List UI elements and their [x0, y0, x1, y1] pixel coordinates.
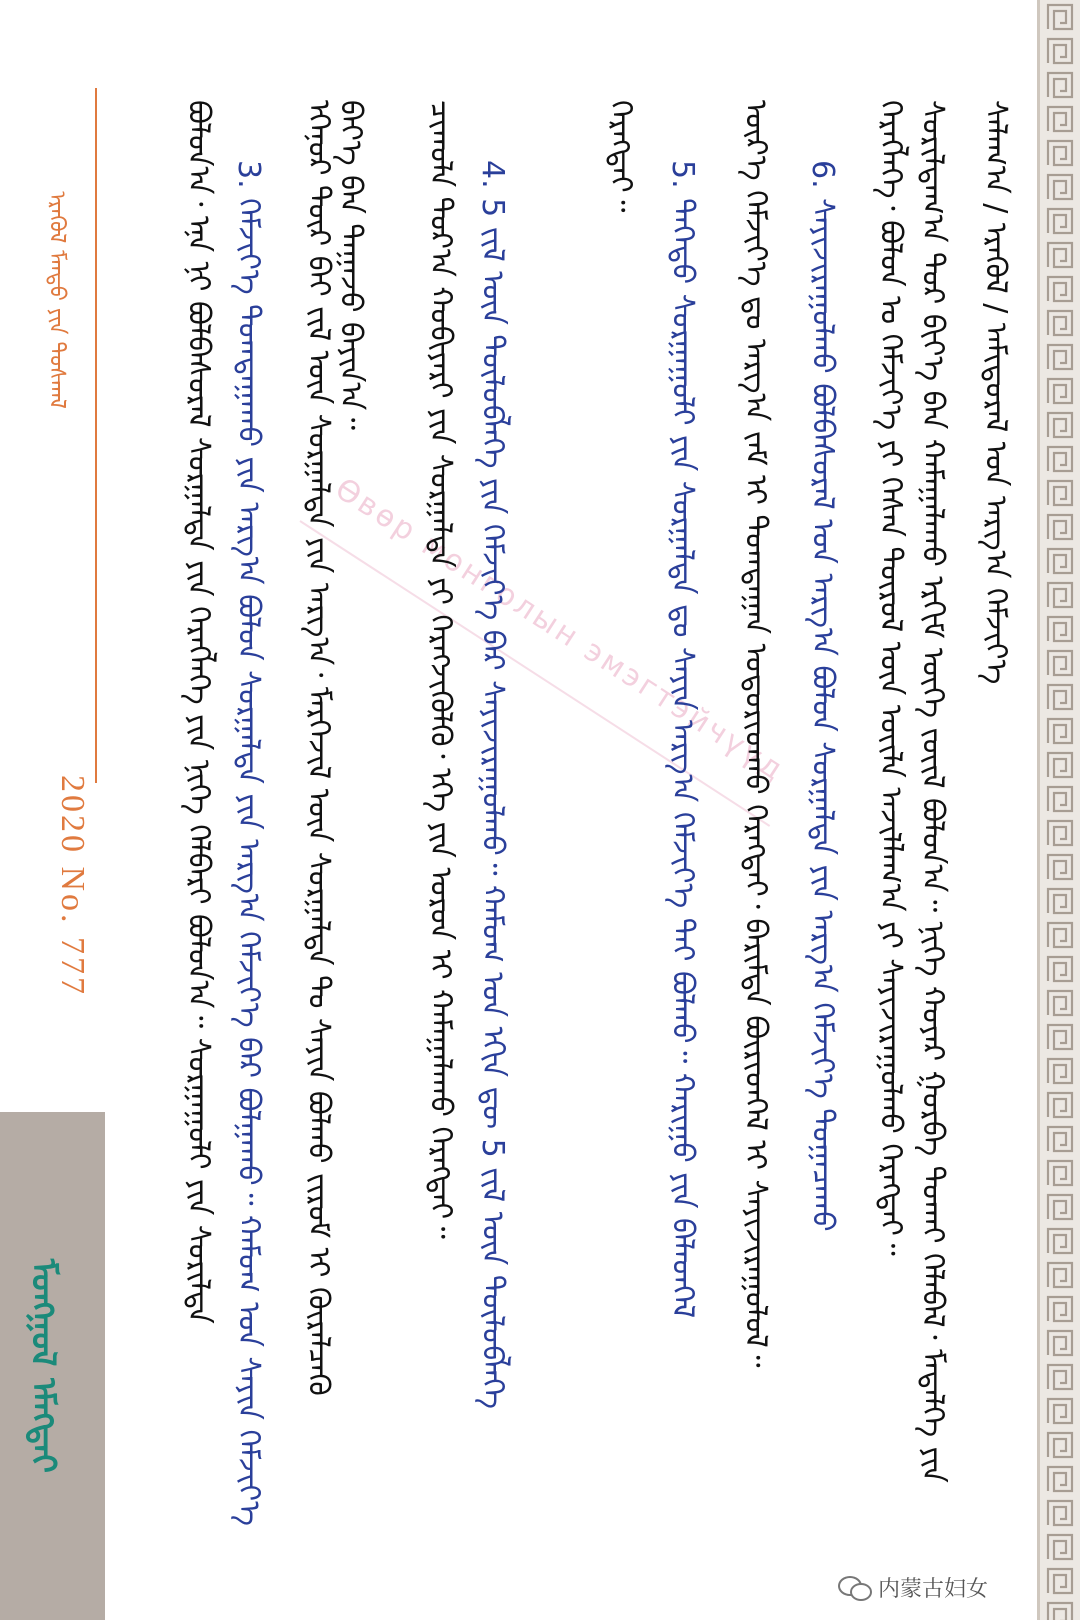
text-column: ᠬᠡᠷᠡᠭᠯᠡᠭᠡ᠂ ᠪᠣᠯᠤᠨ ᠤ ᠬᠡᠮᠵᠢᠶ᠎ᠡ ᠶᠢ ᠭᠡᠰᠡᠨ ᠲᠥᠷᠥᠯ ᠦᠨ ᠦᠢᠯᠡ ᠠᠵᠢᠯᠯᠠᠭ᠎ᠠ ᠶᠢ ᠰᠠᠶᠢᠵᠢᠷᠠᠭᠤᠯᠬᠤ ᠬᠡᠷᠡᠭᠲᠡᠢ᠃ — [873, 100, 908, 1256]
credit-text: 内蒙古妇女 — [878, 1577, 989, 1602]
wechat-icon — [838, 1576, 872, 1600]
text-column: 3. ᠬᠡᠮᠵᠢᠶ᠎ᠡ ᠲᠣᠭᠲᠠᠭᠠᠬᠤ ᠶᠢᠨ ᠠᠷᠭ᠎ᠠ ᠪᠣᠯᠤᠨ ᠰᠤᠷᠭᠠᠯᠳᠠ ᠶᠢᠨ ᠠᠷᠭ᠎ᠠ ᠬᠡᠮᠵᠢᠶ᠎ᠡ ᠪᠡᠷ ᠪᠣᠯᠭᠠᠬᠤ᠃ ᠬᠠᠮᠤᠭ ᠤᠨ ᠰᠠᠶᠢᠨ ᠬᠡᠮᠵᠢᠶ᠎ᠡ — [231, 160, 266, 1526]
text-column: 4. 5 ᠵᠢᠯ ᠦᠨ ᠲᠥᠯᠥᠪᠯᠡᠭᠡ ᠶᠢᠨ ᠬᠡᠮᠵᠢᠶ᠎ᠡ ᠪᠡᠷ ᠰᠠᠶᠢᠵᠢᠷᠠᠭᠤᠯᠬᠤ᠃ ᠬᠠᠮᠤᠭ ᠤᠨ ᠡᠬᠢᠨ ᠳᠦ 5 ᠵᠢᠯ ᠦᠨ ᠲᠥᠯᠥᠪᠯᠡᠭᠡ — [475, 160, 510, 1409]
text-column: 6. ᠰᠠᠶᠢᠵᠢᠷᠠᠭᠤᠯᠬᠤ ᠪᠣᠯᠪᠠᠰᠤᠷᠠᠯ ᠤᠨ ᠠᠷᠭ᠎ᠠ ᠪᠣᠯᠤᠨ ᠰᠤᠷᠭᠠᠯᠳᠠ ᠶᠢᠨ ᠠᠷᠭ᠎ᠠ ᠬᠡᠮᠵᠢᠶ᠎ᠡ ᠲᠣᠭᠠᠴᠠᠬᠤ — [805, 160, 840, 1232]
issue-number: 2020 No. 777 — [54, 774, 91, 998]
text-column: ᠰᠠᠯᠠᠭ᠎ᠠ / ᠡᠷᠡᠭᠦᠯ / ᠠᠮᠢᠳᠤᠷᠠᠯ ᠤᠨ ᠠᠷᠭ᠎ᠠ ᠬᠡᠮᠵᠢᠶ᠎ᠡ — [978, 100, 1013, 685]
text-column: ᠬᠡᠷᠡᠭᠲᠡᠢ᠃ — [603, 100, 638, 213]
magazine-name: ᠮᠣᠩᠭᠣᠯ ᠡᠮᠡᠭᠲᠡᠢ — [23, 1258, 63, 1474]
section-title: ᠡᠷᠡᠭᠦᠯ ᠮᠡᠨᠳᠦ ᠶᠢᠨ ᠲᠤᠰᠬᠠᠯ — [44, 191, 69, 409]
text-column: ᠡᠬᠡᠨᠦᠷ ᠲᠦᠷ ᠪᠠᠢ ᠵᠢᠯ ᠦᠨ ᠰᠤᠷᠭᠠᠯᠳᠠ ᠶᠢᠨ ᠠᠷᠭ᠎ᠠ᠂ ᠮᠡᠷᠭᠡᠵᠢᠯ ᠦᠨ ᠰᠤᠷᠭᠠᠯᠳᠠ ᠲᠤ ᠰᠠᠶᠢᠨ ᠪᠣᠯᠬᠤ ᠵᠢᠷᠤᠮ ᠢ ᠬᠦᠷᠡᠯᠴᠡᠬᠦ — [301, 100, 336, 1396]
text-column: ᠪᠡᠶ᠎ᠡ ᠪᠡᠨ ᠳᠠᠭᠠᠵᠤ ᠪᠠᠶᠢᠨ᠎ᠠ᠃ — [333, 100, 368, 431]
header-rule — [95, 88, 97, 783]
text-column: ᠴᠢᠬᠤᠯᠠ ᠳᠤᠷ᠎ᠠ ᠬᠤᠪᠢᠶᠠᠷᠢ ᠶᠢᠨ ᠰᠤᠷᠭᠠᠯᠳᠠ ᠶᠢ ᠬᠡᠷᠡᠭᠵᠢᠭᠦᠯᠬᠦ᠂ ᠡᠬᠡ ᠶᠢᠨ ᠣᠷᠣᠨ ᠢ ᠬᠠᠮᠠᠭᠠᠯᠠᠬᠤ ᠬᠡᠷᠡᠭᠲᠡᠢ᠃ — [423, 100, 458, 1239]
text-column: ᠦᠷ᠎ᠡ ᠬᠡᠮᠵᠢᠶ᠎ᠡ ᠳᠤ ᠠᠷᠭ᠎ᠠ ᠵᠠᠮ ᠢ ᠲᠣᠭᠲᠠᠭᠠᠨ ᠤᠳᠤᠷᠢᠳᠬᠤ ᠬᠡᠷᠡᠭᠲᠡᠢ᠂ ᠪᠠᠷᠢᠮᠲᠠ ᠪᠦᠷᠢᠳᠬᠡᠯ ᠢ ᠰᠠᠶᠢᠵᠢᠷᠠᠭᠤᠯᠤᠯ᠃ — [738, 100, 773, 1368]
wechat-credit[interactable] — [838, 1572, 988, 1603]
meander-border — [1037, 0, 1080, 1620]
text-column: 5. ᠳᠡᠭᠡᠳᠦ ᠰᠤᠷᠭᠠᠭᠤᠯᠢ ᠶᠢᠨ ᠰᠤᠷᠭᠠᠯᠳᠠ ᠳᠤ ᠰᠠᠶᠢᠨ ᠠᠷᠭ᠎ᠠ ᠬᠡᠮᠵᠢᠶ᠎ᠡ ᠲᠡᠢ ᠪᠣᠯᠬᠤ᠃ ᠬᠠᠷᠢᠭᠤ ᠶᠢᠨ ᠪᠡᠯᠡᠳᠬᠡᠯ — [665, 160, 700, 1319]
text-column: ᠰᠣᠷᠢᠯᠳᠠᠭ᠎ᠠ ᠳᠤᠷ ᠪᠢᠶ᠎ᠡ ᠪᠡᠨ ᠬᠠᠮᠠᠭᠠᠯᠠᠬᠤ ᠡᠷᠬᠢᠮ ᠦᠭᠡ ᠵᠦᠢᠯ ᠪᠣᠯᠤᠨ᠎ᠠ᠃ ᠨᠢᠭᠡ ᠬᠣᠶᠠᠷ ᠭᠤᠷᠪᠠ ᠲᠤᠬᠠᠢ ᠬᠡᠯᠡᠪᠡᠯ᠂ ᠮᠡᠳᠡᠯᠭᠡ ᠶᠢᠨ — [915, 100, 950, 1483]
watermark: Өвөр монголын эмэгтэйчүүд — [328, 471, 792, 789]
meander-pattern-icon — [1043, 0, 1077, 1620]
text-column: ᠪᠣᠯᠤᠨ᠎ᠠ᠂ ᠡᠨᠡ ᠨᠢ ᠪᠣᠯᠪᠠᠰᠤᠷᠠᠯ ᠰᠤᠷᠭᠠᠯᠳᠠ ᠶᠢᠨ ᠬᠡᠷᠡᠭᠯᠡᠭᠡ ᠶᠢᠨ ᠨᠢᠭᠡ ᠬᠡᠯᠪᠡᠷᠢ ᠪᠣᠯᠤᠨ᠎ᠠ᠃ ᠰᠤᠷᠭᠠᠭᠤᠯᠢ ᠶᠢᠨ ᠰᠣᠷᠢᠯᠲᠠ — [181, 100, 216, 1324]
